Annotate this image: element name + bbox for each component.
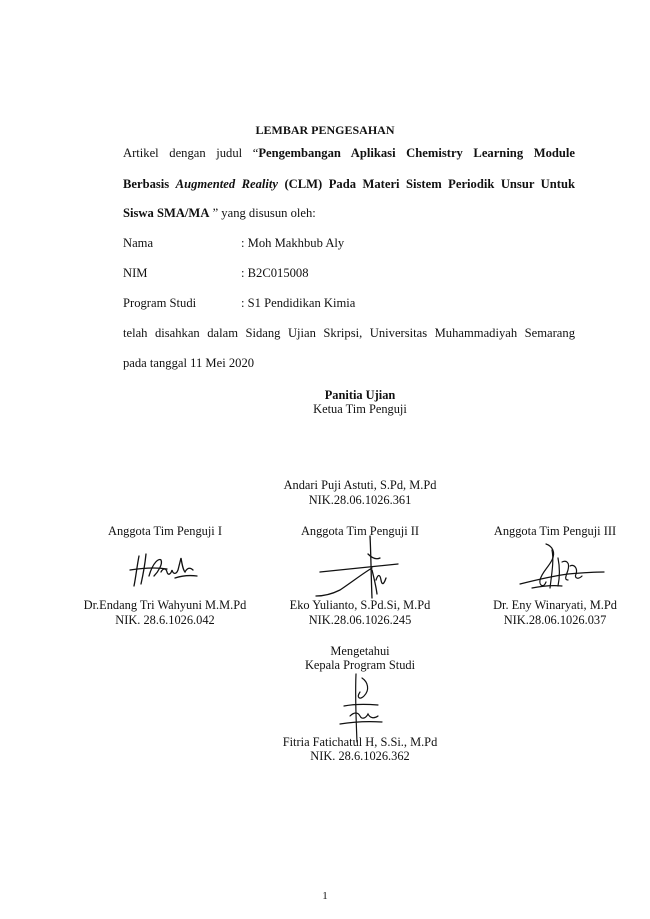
signature-examiner-1 <box>125 548 205 590</box>
chair-role: Ketua Tim Penguji <box>313 402 407 416</box>
acknowledged-label: Mengetahui <box>330 644 390 658</box>
intro-line-1 <box>123 146 575 161</box>
field-value-program: : S1 Pendidikan Kimia <box>241 296 356 310</box>
examiner-3-name: Dr. Eny Winaryati, M.Pd <box>493 598 617 612</box>
field-label-program: Program Studi <box>123 296 197 310</box>
thesis-title-part-1: Pengembangan Aplikasi Chemistry Learning Module <box>258 146 575 160</box>
examiner-3-nik: NIK.28.06.1026.037 <box>503 613 607 627</box>
intro-prefix: Artikel dengan judul “ <box>123 146 259 160</box>
signature-examiner-2 <box>310 534 410 602</box>
document-title: LEMBAR PENGESAHAN <box>255 123 395 137</box>
thesis-title-part-3: Siswa SMA/MA <box>123 206 210 220</box>
intro-suffix: ” yang disusun oleh: <box>209 206 316 220</box>
signature-examiner-3 <box>512 540 612 596</box>
thesis-title-part-2b: Augmented Reality <box>175 177 278 191</box>
field-value-nama: : Moh Makhbub Aly <box>241 236 345 250</box>
intro-line-2 <box>123 177 575 192</box>
examiner-2-nik: NIK.28.06.1026.245 <box>308 613 412 627</box>
field-label-nim: NIM <box>123 266 148 280</box>
approval-line-2: pada tanggal 11 Mei 2020 <box>123 356 255 370</box>
examiner-2-role: Anggota Tim Penguji II <box>300 524 420 538</box>
page-number: 1 <box>322 890 328 902</box>
chair-name: Andari Puji Astuti, S.Pd, M.Pd <box>283 478 437 492</box>
head-role: Kepala Program Studi <box>304 658 416 672</box>
thesis-title-part-2a: Berbasis <box>123 177 176 191</box>
examiner-3-role: Anggota Tim Penguji III <box>493 524 617 538</box>
field-label-nama: Nama <box>123 236 154 250</box>
examiner-1-name: Dr.Endang Tri Wahyuni M.M.Pd <box>83 598 247 612</box>
examiner-1-nik: NIK. 28.6.1026.042 <box>115 613 215 627</box>
approval-line-1: telah disahkan dalam Sidang Ujian Skripsi, Universitas Muhammadiyah Semarang <box>123 326 575 340</box>
head-nik: NIK. 28.6.1026.362 <box>310 749 410 763</box>
examiner-1-role: Anggota Tim Penguji I <box>108 524 222 538</box>
committee-title: Panitia Ujian <box>324 388 396 402</box>
signature-head <box>330 672 390 744</box>
examiner-2-name: Eko Yulianto, S.Pd.Si, M.Pd <box>289 598 431 612</box>
intro-line-3 <box>123 206 575 221</box>
head-name: Fitria Fatichatul H, S.Si., M.Pd <box>282 735 438 749</box>
field-value-nim: : B2C015008 <box>241 266 309 280</box>
chair-nik: NIK.28.06.1026.361 <box>308 493 412 507</box>
thesis-title-part-2c: (CLM) Pada Materi Sistem Periodik Unsur Untuk <box>278 177 575 191</box>
